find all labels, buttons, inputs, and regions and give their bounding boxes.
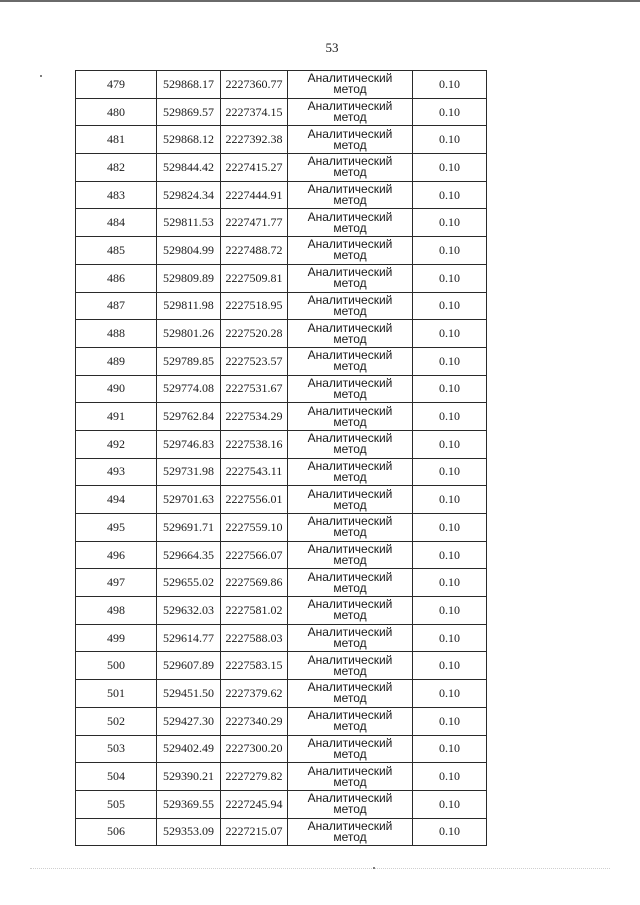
method-line-1: Аналитический bbox=[307, 735, 393, 750]
x-coordinate-cell: 529811.53 bbox=[157, 209, 221, 237]
x-coordinate-cell: 529402.49 bbox=[157, 735, 221, 763]
point-number-cell: 483 bbox=[76, 181, 157, 209]
method-line-2: метод bbox=[333, 746, 367, 761]
y-coordinate-cell: 2227374.15 bbox=[221, 98, 288, 126]
table-row bbox=[76, 680, 487, 708]
method-cell bbox=[288, 98, 413, 126]
method-line-2: метод bbox=[333, 137, 367, 152]
method-line-2: метод bbox=[333, 663, 367, 678]
point-number-cell: 492 bbox=[76, 430, 157, 458]
x-coordinate-cell: 529804.99 bbox=[157, 237, 221, 265]
y-coordinate-cell: 2227509.81 bbox=[221, 264, 288, 292]
y-coordinate-cell: 2227520.28 bbox=[221, 320, 288, 348]
y-coordinate-cell: 2227444.91 bbox=[221, 181, 288, 209]
x-coordinate-cell: 529824.34 bbox=[157, 181, 221, 209]
table-row bbox=[76, 403, 487, 431]
error-cell: 0.10 bbox=[413, 597, 487, 625]
y-coordinate-cell: 2227538.16 bbox=[221, 430, 288, 458]
table-row bbox=[76, 541, 487, 569]
method-line-1: Аналитический bbox=[307, 818, 393, 833]
method-cell bbox=[288, 569, 413, 597]
point-number-cell: 485 bbox=[76, 237, 157, 265]
method-cell bbox=[288, 320, 413, 348]
method-line-2: метод bbox=[333, 636, 367, 651]
error-cell: 0.10 bbox=[413, 403, 487, 431]
error-cell: 0.10 bbox=[413, 707, 487, 735]
method-line-1: Аналитический bbox=[307, 514, 393, 529]
method-line-2: метод bbox=[333, 193, 367, 208]
method-cell bbox=[288, 237, 413, 265]
y-coordinate-cell: 2227559.10 bbox=[221, 514, 288, 542]
x-coordinate-cell: 529811.98 bbox=[157, 292, 221, 320]
method-line-2: метод bbox=[333, 414, 367, 429]
point-number-cell: 488 bbox=[76, 320, 157, 348]
method-line-2: метод bbox=[333, 829, 367, 844]
x-coordinate-cell: 529731.98 bbox=[157, 458, 221, 486]
point-number-cell: 487 bbox=[76, 292, 157, 320]
table-row bbox=[76, 209, 487, 237]
point-number-cell: 480 bbox=[76, 98, 157, 126]
point-number-cell: 481 bbox=[76, 126, 157, 154]
error-cell: 0.10 bbox=[413, 264, 487, 292]
y-coordinate-cell: 2227556.01 bbox=[221, 486, 288, 514]
error-cell: 0.10 bbox=[413, 209, 487, 237]
method-cell bbox=[288, 126, 413, 154]
method-line-1: Аналитический bbox=[307, 182, 393, 197]
method-cell bbox=[288, 514, 413, 542]
point-number-cell: 503 bbox=[76, 735, 157, 763]
method-cell bbox=[288, 264, 413, 292]
y-coordinate-cell: 2227518.95 bbox=[221, 292, 288, 320]
method-cell bbox=[288, 624, 413, 652]
point-number-cell: 502 bbox=[76, 707, 157, 735]
y-coordinate-cell: 2227566.07 bbox=[221, 541, 288, 569]
table-row bbox=[76, 430, 487, 458]
method-line-2: метод bbox=[333, 276, 367, 291]
error-cell: 0.10 bbox=[413, 347, 487, 375]
x-coordinate-cell: 529869.57 bbox=[157, 98, 221, 126]
method-line-2: метод bbox=[333, 525, 367, 540]
method-cell bbox=[288, 154, 413, 182]
error-cell: 0.10 bbox=[413, 126, 487, 154]
table-row bbox=[76, 320, 487, 348]
x-coordinate-cell: 529390.21 bbox=[157, 763, 221, 791]
table-row bbox=[76, 790, 487, 818]
error-cell: 0.10 bbox=[413, 458, 487, 486]
y-coordinate-cell: 2227340.29 bbox=[221, 707, 288, 735]
table-row bbox=[76, 154, 487, 182]
x-coordinate-cell: 529632.03 bbox=[157, 597, 221, 625]
y-coordinate-cell: 2227569.86 bbox=[221, 569, 288, 597]
method-line-1: Аналитический bbox=[307, 375, 393, 390]
method-cell bbox=[288, 652, 413, 680]
x-coordinate-cell: 529868.17 bbox=[157, 71, 221, 99]
table-row bbox=[76, 624, 487, 652]
table-row bbox=[76, 375, 487, 403]
method-line-1: Аналитический bbox=[307, 569, 393, 584]
page-number: 53 bbox=[325, 40, 339, 55]
method-line-2: метод bbox=[333, 165, 367, 180]
method-cell bbox=[288, 790, 413, 818]
error-cell: 0.10 bbox=[413, 430, 487, 458]
method-cell bbox=[288, 71, 413, 99]
method-line-2: метод bbox=[333, 469, 367, 484]
table-row bbox=[76, 818, 487, 846]
error-cell: 0.10 bbox=[413, 71, 487, 99]
method-line-1: Аналитический bbox=[307, 292, 393, 307]
error-cell: 0.10 bbox=[413, 98, 487, 126]
method-line-2: метод bbox=[333, 386, 367, 401]
point-number-cell: 479 bbox=[76, 71, 157, 99]
table-row bbox=[76, 181, 487, 209]
error-cell: 0.10 bbox=[413, 181, 487, 209]
method-cell bbox=[288, 763, 413, 791]
x-coordinate-cell: 529762.84 bbox=[157, 403, 221, 431]
x-coordinate-cell: 529701.63 bbox=[157, 486, 221, 514]
method-line-2: метод bbox=[333, 580, 367, 595]
method-line-1: Аналитический bbox=[307, 763, 393, 778]
error-cell: 0.10 bbox=[413, 154, 487, 182]
point-number-cell: 505 bbox=[76, 790, 157, 818]
y-coordinate-cell: 2227488.72 bbox=[221, 237, 288, 265]
y-coordinate-cell: 2227279.82 bbox=[221, 763, 288, 791]
table-row bbox=[76, 707, 487, 735]
x-coordinate-cell: 529369.55 bbox=[157, 790, 221, 818]
x-coordinate-cell: 529664.35 bbox=[157, 541, 221, 569]
page-top-border bbox=[0, 0, 640, 2]
y-coordinate-cell: 2227379.62 bbox=[221, 680, 288, 708]
method-line-2: метод bbox=[333, 497, 367, 512]
point-number-cell: 491 bbox=[76, 403, 157, 431]
y-coordinate-cell: 2227415.27 bbox=[221, 154, 288, 182]
point-number-cell: 489 bbox=[76, 347, 157, 375]
y-coordinate-cell: 2227523.57 bbox=[221, 347, 288, 375]
error-cell: 0.10 bbox=[413, 514, 487, 542]
error-cell: 0.10 bbox=[413, 541, 487, 569]
y-coordinate-cell: 2227534.29 bbox=[221, 403, 288, 431]
method-line-2: метод bbox=[333, 331, 367, 346]
point-number-cell: 504 bbox=[76, 763, 157, 791]
x-coordinate-cell: 529607.89 bbox=[157, 652, 221, 680]
method-line-1: Аналитический bbox=[307, 486, 393, 501]
table-row bbox=[76, 98, 487, 126]
point-number-cell: 493 bbox=[76, 458, 157, 486]
x-coordinate-cell: 529809.89 bbox=[157, 264, 221, 292]
point-number-cell: 498 bbox=[76, 597, 157, 625]
y-coordinate-cell: 2227300.20 bbox=[221, 735, 288, 763]
method-cell bbox=[288, 735, 413, 763]
method-line-1: Аналитический bbox=[307, 126, 393, 141]
error-cell: 0.10 bbox=[413, 569, 487, 597]
y-coordinate-cell: 2227581.02 bbox=[221, 597, 288, 625]
x-coordinate-cell: 529691.71 bbox=[157, 514, 221, 542]
error-cell: 0.10 bbox=[413, 375, 487, 403]
table-row bbox=[76, 735, 487, 763]
method-line-1: Аналитический bbox=[307, 99, 393, 114]
point-number-cell: 482 bbox=[76, 154, 157, 182]
method-cell bbox=[288, 209, 413, 237]
method-line-1: Аналитический bbox=[307, 154, 393, 169]
method-cell bbox=[288, 458, 413, 486]
table-row bbox=[76, 126, 487, 154]
x-coordinate-cell: 529868.12 bbox=[157, 126, 221, 154]
y-coordinate-cell: 2227583.15 bbox=[221, 652, 288, 680]
table-row bbox=[76, 597, 487, 625]
coordinates-table bbox=[75, 70, 487, 846]
point-number-cell: 494 bbox=[76, 486, 157, 514]
method-line-1: Аналитический bbox=[307, 652, 393, 667]
error-cell: 0.10 bbox=[413, 624, 487, 652]
method-line-2: метод bbox=[333, 442, 367, 457]
table-row bbox=[76, 458, 487, 486]
method-line-1: Аналитический bbox=[307, 458, 393, 473]
error-cell: 0.10 bbox=[413, 292, 487, 320]
x-coordinate-cell: 529844.42 bbox=[157, 154, 221, 182]
y-coordinate-cell: 2227588.03 bbox=[221, 624, 288, 652]
method-cell bbox=[288, 707, 413, 735]
error-cell: 0.10 bbox=[413, 486, 487, 514]
error-cell: 0.10 bbox=[413, 790, 487, 818]
method-line-1: Аналитический bbox=[307, 403, 393, 418]
method-cell bbox=[288, 541, 413, 569]
x-coordinate-cell: 529451.50 bbox=[157, 680, 221, 708]
table-row bbox=[76, 652, 487, 680]
x-coordinate-cell: 529353.09 bbox=[157, 818, 221, 846]
method-line-1: Аналитический bbox=[307, 680, 393, 695]
table-row bbox=[76, 514, 487, 542]
method-cell bbox=[288, 403, 413, 431]
method-cell bbox=[288, 347, 413, 375]
y-coordinate-cell: 2227215.07 bbox=[221, 818, 288, 846]
method-cell bbox=[288, 680, 413, 708]
table-row bbox=[76, 237, 487, 265]
coordinates-table-body bbox=[76, 71, 487, 846]
y-coordinate-cell: 2227360.77 bbox=[221, 71, 288, 99]
method-line-1: Аналитический bbox=[307, 597, 393, 612]
error-cell: 0.10 bbox=[413, 763, 487, 791]
point-number-cell: 486 bbox=[76, 264, 157, 292]
point-number-cell: 490 bbox=[76, 375, 157, 403]
y-coordinate-cell: 2227471.77 bbox=[221, 209, 288, 237]
method-line-2: метод bbox=[333, 110, 367, 125]
table-row bbox=[76, 292, 487, 320]
point-number-cell: 501 bbox=[76, 680, 157, 708]
y-coordinate-cell: 2227392.38 bbox=[221, 126, 288, 154]
point-number-cell: 506 bbox=[76, 818, 157, 846]
method-line-1: Аналитический bbox=[307, 431, 393, 446]
method-line-2: метод bbox=[333, 553, 367, 568]
error-cell: 0.10 bbox=[413, 818, 487, 846]
method-line-1: Аналитический bbox=[307, 625, 393, 640]
method-line-1: Аналитический bbox=[307, 791, 393, 806]
table-row bbox=[76, 486, 487, 514]
error-cell: 0.10 bbox=[413, 320, 487, 348]
scan-speck bbox=[40, 75, 42, 77]
point-number-cell: 499 bbox=[76, 624, 157, 652]
point-number-cell: 497 bbox=[76, 569, 157, 597]
method-cell bbox=[288, 375, 413, 403]
method-cell bbox=[288, 597, 413, 625]
table-row bbox=[76, 71, 487, 99]
x-coordinate-cell: 529427.30 bbox=[157, 707, 221, 735]
method-line-1: Аналитический bbox=[307, 209, 393, 224]
table-row bbox=[76, 763, 487, 791]
point-number-cell: 496 bbox=[76, 541, 157, 569]
x-coordinate-cell: 529774.08 bbox=[157, 375, 221, 403]
method-cell bbox=[288, 430, 413, 458]
method-cell bbox=[288, 292, 413, 320]
method-line-1: Аналитический bbox=[307, 542, 393, 557]
error-cell: 0.10 bbox=[413, 237, 487, 265]
method-line-2: метод bbox=[333, 220, 367, 235]
method-line-2: метод bbox=[333, 82, 367, 97]
method-line-1: Аналитический bbox=[307, 265, 393, 280]
point-number-cell: 484 bbox=[76, 209, 157, 237]
method-line-1: Аналитический bbox=[307, 708, 393, 723]
error-cell: 0.10 bbox=[413, 680, 487, 708]
y-coordinate-cell: 2227543.11 bbox=[221, 458, 288, 486]
method-line-1: Аналитический bbox=[307, 71, 393, 86]
error-cell: 0.10 bbox=[413, 735, 487, 763]
scan-speck bbox=[373, 867, 375, 869]
method-cell bbox=[288, 818, 413, 846]
method-line-2: метод bbox=[333, 303, 367, 318]
method-line-1: Аналитический bbox=[307, 237, 393, 252]
x-coordinate-cell: 529614.77 bbox=[157, 624, 221, 652]
method-line-2: метод bbox=[333, 359, 367, 374]
table-row bbox=[76, 264, 487, 292]
x-coordinate-cell: 529789.85 bbox=[157, 347, 221, 375]
method-cell bbox=[288, 486, 413, 514]
point-number-cell: 495 bbox=[76, 514, 157, 542]
x-coordinate-cell: 529655.02 bbox=[157, 569, 221, 597]
error-cell: 0.10 bbox=[413, 652, 487, 680]
method-line-2: метод bbox=[333, 691, 367, 706]
point-number-cell: 500 bbox=[76, 652, 157, 680]
table-row bbox=[76, 569, 487, 597]
method-line-2: метод bbox=[333, 802, 367, 817]
y-coordinate-cell: 2227531.67 bbox=[221, 375, 288, 403]
y-coordinate-cell: 2227245.94 bbox=[221, 790, 288, 818]
method-line-2: метод bbox=[333, 248, 367, 263]
method-line-2: метод bbox=[333, 608, 367, 623]
method-line-1: Аналитический bbox=[307, 348, 393, 363]
x-coordinate-cell: 529746.83 bbox=[157, 430, 221, 458]
scan-artifact-line bbox=[30, 868, 610, 870]
method-line-2: метод bbox=[333, 774, 367, 789]
x-coordinate-cell: 529801.26 bbox=[157, 320, 221, 348]
method-cell bbox=[288, 181, 413, 209]
method-line-1: Аналитический bbox=[307, 320, 393, 335]
table-row bbox=[76, 347, 487, 375]
method-line-2: метод bbox=[333, 719, 367, 734]
